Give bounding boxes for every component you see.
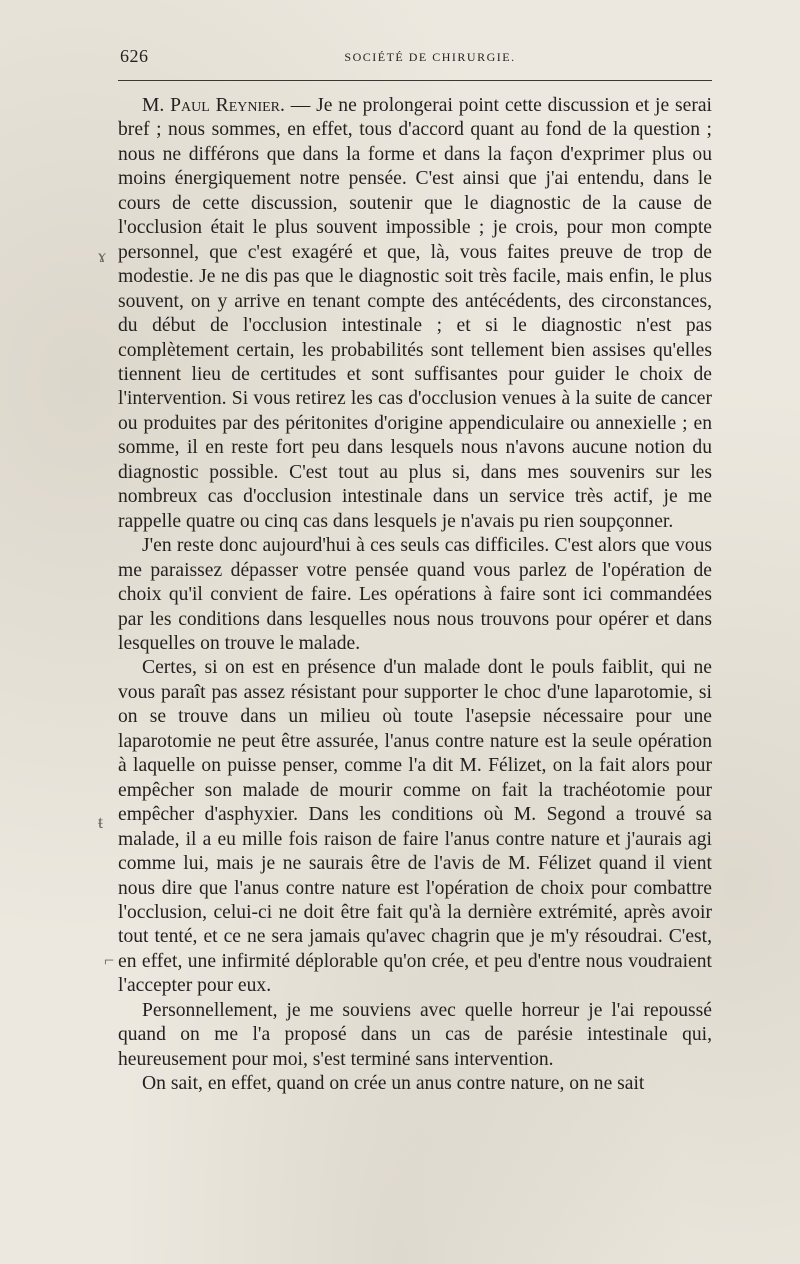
paragraph: J'en reste donc aujourd'hui à ces seuls cas difficiles. C'est alors que vous me paraissez dépasser votre pensée quand vous parlez de l'opération de choix qu'il convient de faire. Les opérations à faire sont ici commandées par les conditions dans lesquelles nous nous trouvons pour opérer et dans lesquelles on trouve le malade. [118,535,712,654]
header-rule [118,80,712,81]
margin-bracket-mark: ⌐ [104,950,115,970]
page-header [118,46,712,70]
paragraph-text: — Je ne prolongerai point cette discussion et je serai bref ; nous sommes, en effet, tous d'accord quant au fond de la question ; nous ne différons que dans la forme et dans la façon d'exprimer plus ou moins énergiquement notre pensée. C'est ainsi que j'ai entendu, dans le cours de cette discussion, soutenir que le diagnostic de la cause de l'occlusion était le plus souvent impossible ; je crois, pour mon compte personnel, que c'est exagéré et que, là, vous faites preuve de trop de modestie. Je ne dis pas que le diagnostic soit très facile, mais enfin, le plus souvent, on y arrive en tenant compte des antécédents, des circonstances, du début de l'occlusion intestinale ; et si le diagnostic n'est pas complètement certain, les probabilités sont tellement bien assises qu'elles tiennent lieu de certitudes et sont suffisantes pour guider le choix de l'intervention. Si vous retirez les cas d'occlusion venues à la suite de cancer ou produites par des péritonites d'origine appendiculaire ou annexielle ; en somme, il en reste fort peu dans lesquels nous n'avons aucune notion du diagnostic possible. C'est tout au plus si, dans mes souvenirs sur les nombreux cas d'occlusion intestinale dans un service très actif, je me rappelle quatre ou cinq cas dans lesquels je n'avais pu rien soupçonner. [118,95,712,532]
paragraph: Personnellement, je me souviens avec quelle horreur je l'ai repoussé quand on me l'a proposé dans un cas de parésie intestinale qui, heureusement pour moi, s'est terminé sans intervention. [118,999,712,1070]
paragraph [118,94,712,534]
margin-pencil-mark: ŧ [98,812,104,832]
body-text [118,94,712,1097]
paragraph: On sait, en effet, quand on crée un anus contre nature, on ne sait [142,1073,645,1095]
page-number: 626 [120,46,149,66]
speaker-name: M. Paul Reynier. [142,95,285,116]
paragraph: Certes, si on est en présence d'un malade dont le pouls faiblit, qui ne vous paraît pas assez résistant pour supporter le choc d'une laparotomie, si on se trouve dans un milieu où toute l'asepsie nécessaire pour une laparotomie ne peut être assurée, l'anus contre nature est la seule opération à laquelle on puisse penser, comme l'a dit M. Félizet, on la fait alors pour empêcher son malade de mourir comme on fait la trachéotomie pour empêcher d'asphyxier. Dans les conditions où M. Segond a trouvé sa malade, il a eu mille fois raison de faire l'anus contre nature et j'aurais agi comme lui, mais je ne saurais être de l'avis de M. Félizet quand il vient nous dire que l'anus contre nature est l'opération de choix pour combattre l'occlusion, celui-ci ne doit être fait qu'à la dernière extrémité, après avoir tout tenté, et ce ne sera jamais qu'avec chagrin que je m'y résoudrai. C'est, en effet, une infirmité déplorable qu'on crée, et peu d'entre nous voudraient l'accepter pour eux. [118,657,712,997]
running-title: SOCIÉTÉ DE CHIRURGIE. [344,50,516,64]
margin-pencil-mark: ɤ [98,246,106,266]
